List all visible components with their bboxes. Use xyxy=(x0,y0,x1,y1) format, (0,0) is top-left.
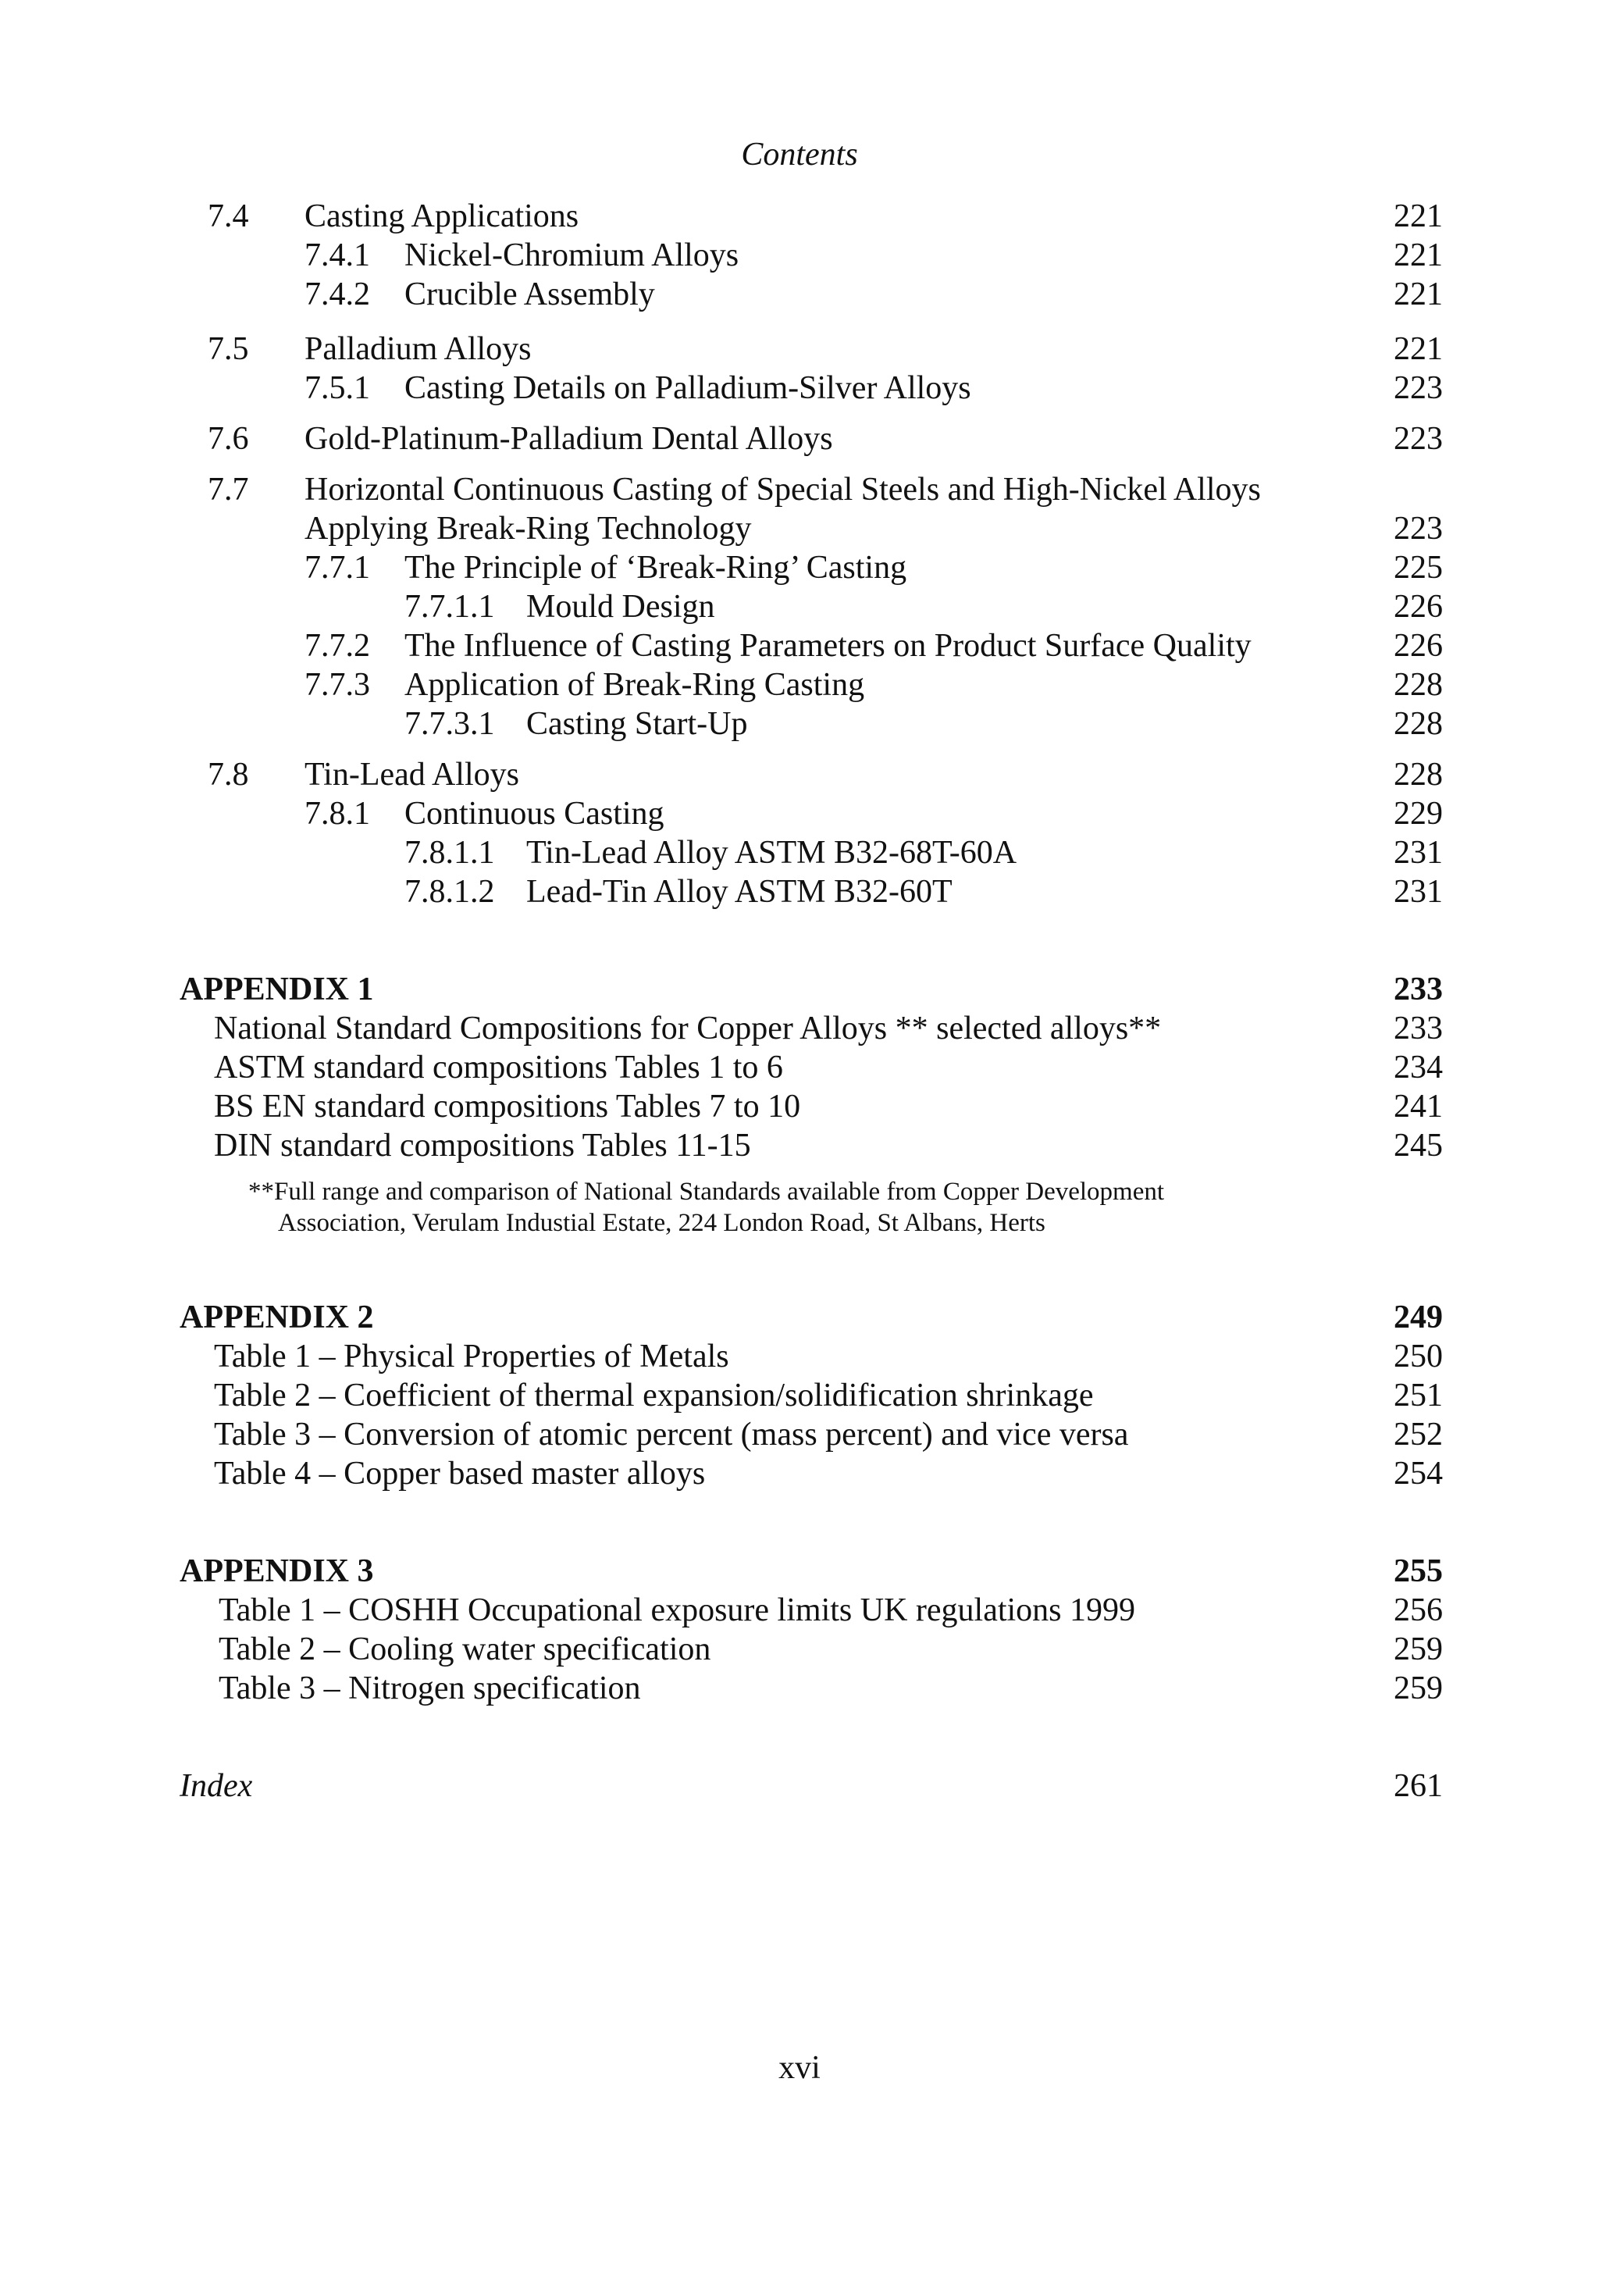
page-number: 223 xyxy=(1394,421,1443,457)
entry-title: ASTM standard compositions Tables 1 to 6 xyxy=(214,1050,783,1086)
toc-entry-continuation[interactable] xyxy=(208,509,1443,548)
toc-entry[interactable] xyxy=(208,197,1443,236)
page-number: 228 xyxy=(1394,706,1443,742)
appendix-entry[interactable] xyxy=(214,1126,1443,1165)
page-number: 226 xyxy=(1394,628,1443,664)
section-number: 7.7.2 xyxy=(304,628,370,664)
running-header: Contents xyxy=(741,137,858,173)
section-title: Continuous Casting xyxy=(404,796,664,832)
section-title: Crucible Assembly xyxy=(404,276,655,312)
section-number: 7.7.1 xyxy=(304,550,370,586)
page-number: 250 xyxy=(1394,1339,1443,1374)
toc-entry[interactable] xyxy=(304,275,1443,314)
section-title: Casting Applications xyxy=(304,198,579,234)
toc-entry[interactable] xyxy=(304,236,1443,275)
page-number: 225 xyxy=(1394,550,1443,586)
section-title: Gold-Platinum-Palladium Dental Alloys xyxy=(304,421,833,457)
section-title: Lead-Tin Alloy ASTM B32-60T xyxy=(526,874,953,910)
page-number: 249 xyxy=(1394,1300,1443,1335)
page-number: 245 xyxy=(1394,1128,1443,1164)
appendix-title: APPENDIX 2 xyxy=(180,1300,374,1335)
page-number: 256 xyxy=(1394,1592,1443,1628)
page-number: 231 xyxy=(1394,874,1443,910)
appendix-heading[interactable] xyxy=(180,1298,1443,1337)
toc-entry[interactable] xyxy=(208,470,1443,509)
entry-title: Table 2 – Cooling water specification xyxy=(219,1631,711,1667)
appendix-heading[interactable] xyxy=(180,1552,1443,1591)
section-number: 7.8.1.2 xyxy=(404,874,495,910)
page-number: 251 xyxy=(1394,1378,1443,1414)
section-title: Applying Break-Ring Technology xyxy=(304,511,752,547)
entry-title: BS EN standard compositions Tables 7 to 10 xyxy=(214,1089,801,1125)
section-title: Nickel-Chromium Alloys xyxy=(404,237,739,273)
page-number: 226 xyxy=(1394,589,1443,625)
toc-entry[interactable] xyxy=(404,587,1443,626)
section-title: The Influence of Casting Parameters on Product Surface Quality xyxy=(404,628,1252,664)
appendix-entry[interactable] xyxy=(214,1087,1443,1126)
section-number: 7.5.1 xyxy=(304,370,370,406)
page-number: 231 xyxy=(1394,835,1443,871)
page-number: 259 xyxy=(1394,1631,1443,1667)
appendix-entry[interactable] xyxy=(214,1009,1443,1048)
page-number: 228 xyxy=(1394,757,1443,793)
page-number: 221 xyxy=(1394,276,1443,312)
appendix-entry[interactable] xyxy=(214,1048,1443,1087)
footnote-line xyxy=(248,1176,1443,1207)
appendix-entry[interactable] xyxy=(219,1669,1443,1708)
page-number: 221 xyxy=(1394,237,1443,273)
toc-entry[interactable] xyxy=(404,833,1443,872)
page-number: 223 xyxy=(1394,511,1443,547)
entry-title: Table 3 – Nitrogen specification xyxy=(219,1670,641,1706)
toc-entry[interactable] xyxy=(304,626,1443,665)
section-number: 7.7.1.1 xyxy=(404,589,495,625)
toc-entry[interactable] xyxy=(404,704,1443,743)
section-title: Mould Design xyxy=(526,589,715,625)
section-title: Horizontal Continuous Casting of Special Steels and High-Nickel Alloys xyxy=(304,472,1261,508)
toc-entry[interactable] xyxy=(304,369,1443,408)
page-number: 241 xyxy=(1394,1089,1443,1125)
section-title: Tin-Lead Alloy ASTM B32-68T-60A xyxy=(526,835,1017,871)
toc-entry[interactable] xyxy=(304,794,1443,833)
section-number: 7.8.1 xyxy=(304,796,370,832)
appendix-entry[interactable] xyxy=(214,1415,1443,1454)
section-number: 7.7.3.1 xyxy=(404,706,495,742)
entry-title: Table 1 – Physical Properties of Metals xyxy=(214,1339,729,1374)
appendix-entry[interactable] xyxy=(219,1630,1443,1669)
index-title: Index xyxy=(180,1768,253,1804)
page-number: 233 xyxy=(1394,1011,1443,1046)
page-number: 223 xyxy=(1394,370,1443,406)
page-number: 229 xyxy=(1394,796,1443,832)
page-number: 228 xyxy=(1394,667,1443,703)
entry-title: Table 1 – COSHH Occupational exposure limits UK regulations 1999 xyxy=(219,1592,1136,1628)
toc-entry[interactable] xyxy=(208,419,1443,458)
toc-entry[interactable] xyxy=(208,330,1443,369)
section-number: 7.7 xyxy=(208,472,249,508)
section-number: 7.8.1.1 xyxy=(404,835,495,871)
section-title: Palladium Alloys xyxy=(304,331,532,367)
section-number: 7.4.2 xyxy=(304,276,370,312)
appendix-title: APPENDIX 3 xyxy=(180,1553,374,1589)
page-number: 234 xyxy=(1394,1050,1443,1086)
entry-title: Table 2 – Coefficient of thermal expansion/solidification shrinkage xyxy=(214,1378,1094,1414)
footnote-line xyxy=(278,1207,1443,1239)
toc-entry[interactable] xyxy=(304,548,1443,587)
section-title: Application of Break-Ring Casting xyxy=(404,667,865,703)
footnote-text: Association, Verulam Industial Estate, 224 London Road, St Albans, Herts xyxy=(278,1209,1045,1237)
page-number: 221 xyxy=(1394,198,1443,234)
section-number: 7.7.3 xyxy=(304,667,370,703)
page-number: 221 xyxy=(1394,331,1443,367)
appendix-entry[interactable] xyxy=(214,1454,1443,1493)
page-number: 255 xyxy=(1394,1553,1443,1589)
appendix-title: APPENDIX 1 xyxy=(180,972,374,1007)
entry-title: Table 4 – Copper based master alloys xyxy=(214,1456,706,1492)
entry-title: National Standard Compositions for Copper Alloys ** selected alloys** xyxy=(214,1011,1162,1046)
page-number: 252 xyxy=(1394,1417,1443,1453)
toc-entry[interactable] xyxy=(208,755,1443,794)
toc-entry[interactable] xyxy=(304,665,1443,704)
section-title: Casting Start-Up xyxy=(526,706,748,742)
section-number: 7.5 xyxy=(208,331,249,367)
appendix-entry[interactable] xyxy=(214,1337,1443,1376)
section-number: 7.4.1 xyxy=(304,237,370,273)
index-entry[interactable] xyxy=(180,1767,1443,1806)
section-title: The Principle of ‘Break-Ring’ Casting xyxy=(404,550,907,586)
section-number: 7.6 xyxy=(208,421,249,457)
page-number: 254 xyxy=(1394,1456,1443,1492)
page-number: 233 xyxy=(1394,972,1443,1007)
page-number-footer: xvi xyxy=(778,2050,821,2086)
page-number: 261 xyxy=(1394,1768,1443,1804)
appendix-heading[interactable] xyxy=(180,970,1443,1009)
footnote-text: **Full range and comparison of National Standards available from Copper Development xyxy=(248,1178,1165,1206)
section-title: Casting Details on Palladium-Silver Alloys xyxy=(404,370,971,406)
toc-entry[interactable] xyxy=(404,872,1443,911)
entry-title: DIN standard compositions Tables 11-15 xyxy=(214,1128,751,1164)
section-number: 7.4 xyxy=(208,198,249,234)
section-title: Tin-Lead Alloys xyxy=(304,757,519,793)
appendix-entry[interactable] xyxy=(219,1591,1443,1630)
section-number: 7.8 xyxy=(208,757,249,793)
page-number: 259 xyxy=(1394,1670,1443,1706)
entry-title: Table 3 – Conversion of atomic percent (mass percent) and vice versa xyxy=(214,1417,1129,1453)
appendix-entry[interactable] xyxy=(214,1376,1443,1415)
